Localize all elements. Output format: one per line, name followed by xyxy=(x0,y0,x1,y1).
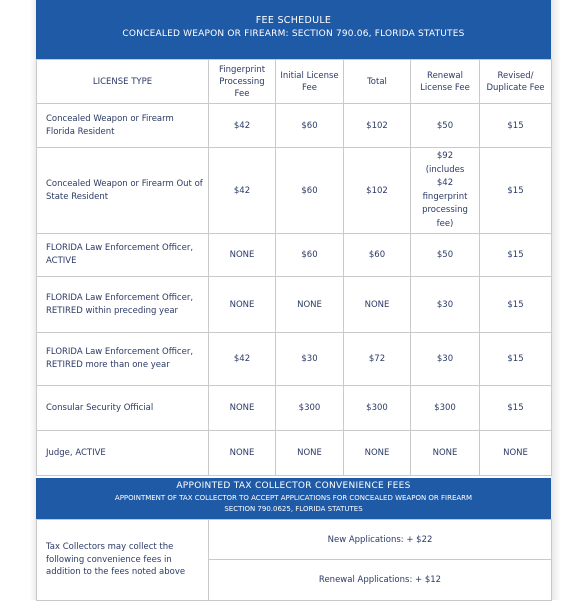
initial-fee-cell: $30 xyxy=(276,333,344,386)
table-row xyxy=(37,148,552,234)
license-type-cell: Concealed Weapon or Firearm Out of State Resident xyxy=(37,148,209,234)
fingerprint-fee-cell: NONE xyxy=(209,431,276,476)
fingerprint-fee-cell: NONE xyxy=(209,386,276,431)
duplicate-fee-cell: $15 xyxy=(480,386,552,431)
total-cell: NONE xyxy=(344,431,411,476)
renewal-fee-cell: $50 xyxy=(411,234,480,277)
col-fingerprint-fee: Fingerprint Processing Fee xyxy=(209,60,276,104)
tax-collector-subtitle: APPOINTMENT OF TAX COLLECTOR TO ACCEPT APPLICATIONS FOR CONCEALED WEAPON OR FIREARM xyxy=(114,494,473,502)
fee-schedule-header xyxy=(36,0,551,59)
frame-shadow-right xyxy=(551,0,561,600)
header-subtitle: CONCEALED WEAPON OR FIREARM: SECTION 790.06, FLORIDA STATUTES xyxy=(122,29,465,39)
total-cell: $60 xyxy=(344,234,411,277)
duplicate-fee-cell: $15 xyxy=(480,277,552,333)
fee-table-header-row xyxy=(37,60,552,104)
fee-schedule-document xyxy=(36,0,551,600)
total-cell: NONE xyxy=(344,277,411,333)
renewal-fee-cell: $30 xyxy=(411,277,480,333)
total-cell: $72 xyxy=(344,333,411,386)
table-row xyxy=(37,386,552,431)
col-total: Total xyxy=(344,60,411,104)
total-cell: $102 xyxy=(344,148,411,234)
total-cell: $102 xyxy=(344,104,411,148)
duplicate-fee-cell: $15 xyxy=(480,234,552,277)
new-applications-fee: New Applications: + $22 xyxy=(209,520,552,560)
col-renewal-fee: Renewal License Fee xyxy=(411,60,480,104)
renewal-fee-cell: $30 xyxy=(411,333,480,386)
fingerprint-fee-cell: $42 xyxy=(209,333,276,386)
fingerprint-fee-cell: NONE xyxy=(209,234,276,277)
renewal-fee-cell: NONE xyxy=(411,431,480,476)
duplicate-fee-cell: $15 xyxy=(480,333,552,386)
col-license-type: LICENSE TYPE xyxy=(37,60,209,104)
header-title: FEE SCHEDULE xyxy=(255,15,332,26)
initial-fee-cell: $60 xyxy=(276,148,344,234)
table-row xyxy=(37,234,552,277)
initial-fee-cell: NONE xyxy=(276,431,344,476)
tax-collector-title: APPOINTED TAX COLLECTOR CONVENIENCE FEES xyxy=(176,481,411,491)
tax-collector-header xyxy=(36,478,551,519)
table-row xyxy=(37,431,552,476)
table-row xyxy=(37,104,552,148)
license-type-cell: Judge, ACTIVE xyxy=(37,431,209,476)
license-type-cell: FLORIDA Law Enforcement Officer, ACTIVE xyxy=(37,234,209,277)
renewal-applications-fee: Renewal Applications: + $12 xyxy=(209,560,552,601)
fingerprint-fee-cell: NONE xyxy=(209,277,276,333)
initial-fee-cell: NONE xyxy=(276,277,344,333)
table-row xyxy=(37,277,552,333)
table-row xyxy=(37,333,552,386)
convenience-fee-note: Tax Collectors may collect the following convenience fees in addition to the fees noted above xyxy=(37,520,209,601)
tax-collector-section: SECTION 790.0625, FLORIDA STATUTES xyxy=(224,505,363,513)
initial-fee-cell: $300 xyxy=(276,386,344,431)
renewal-fee-cell: $92 (includes $42 fingerprint processing fee) xyxy=(411,148,480,234)
license-type-cell: FLORIDA Law Enforcement Officer, RETIRED more than one year xyxy=(37,333,209,386)
duplicate-fee-cell: $15 xyxy=(480,148,552,234)
initial-fee-cell: $60 xyxy=(276,104,344,148)
initial-fee-cell: $60 xyxy=(276,234,344,277)
license-type-cell: Concealed Weapon or Firearm Florida Resident xyxy=(37,104,209,148)
renewal-fee-cell: $50 xyxy=(411,104,480,148)
convenience-fee-table xyxy=(36,519,552,601)
col-initial-fee: Initial License Fee xyxy=(276,60,344,104)
license-type-cell: FLORIDA Law Enforcement Officer, RETIRED within preceding year xyxy=(37,277,209,333)
fingerprint-fee-cell: $42 xyxy=(209,148,276,234)
duplicate-fee-cell: $15 xyxy=(480,104,552,148)
license-type-cell: Consular Security Official xyxy=(37,386,209,431)
convenience-row xyxy=(37,520,552,560)
renewal-fee-cell: $300 xyxy=(411,386,480,431)
duplicate-fee-cell: NONE xyxy=(480,431,552,476)
fee-table xyxy=(36,59,552,476)
col-duplicate-fee: Revised/ Duplicate Fee xyxy=(480,60,552,104)
total-cell: $300 xyxy=(344,386,411,431)
fingerprint-fee-cell: $42 xyxy=(209,104,276,148)
